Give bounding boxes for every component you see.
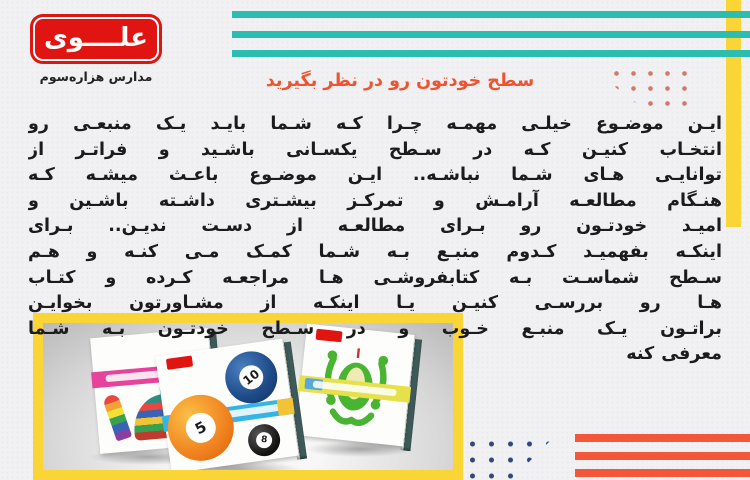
yellow-tag-icon (277, 398, 295, 416)
billiard-ball-5-icon (164, 391, 239, 466)
teal-line-2 (232, 31, 750, 38)
body-text-line: اینکـه بفهمیـد کـدوم منبـع بـه شـما کمـک مـی کنـه و هـم (28, 241, 722, 262)
body-text-line: سـطح شماسـت بـه کتابفروشـی هـا مراجعـه کـرده و کتـاب (28, 267, 722, 288)
body-text-line: ایـن موضـوع خیلـی مهمـه چـرا کـه شـما بایـد یـک منبعـی رو (28, 114, 722, 134)
body-text-line: هـا رو بررسـی کنیـن یـا اینکـه از مشـاورتون بخوایـن (28, 293, 722, 314)
alavi-logo (30, 14, 162, 64)
ball-number: 10 (234, 361, 268, 395)
body-text-line: براتـون یـک منبـع خـوب و در سـطح خودتـون بـه شـما (28, 318, 722, 339)
orange-dots-pattern (606, 64, 692, 108)
billiard-ball-8-icon (246, 422, 282, 458)
brand-tagline: مدارس هزاره‌سوم (39, 69, 153, 84)
teal-line-3 (232, 50, 750, 57)
body-text-line: معرفی کنه (626, 344, 722, 365)
alavi-logo-text: علــــوی (43, 23, 149, 53)
body-paragraph (28, 112, 722, 368)
body-text-line: توانایـی هـای شـما نباشـه.. ایـن موضـوع باعـث میشـه کـه (28, 165, 722, 186)
body-text-line: امیـد خودتـون رو بـرای مطالعـه از دسـت ندیـن.. بـرای (28, 216, 722, 237)
teal-line-1 (232, 11, 750, 18)
page-title: سطح خودتون رو در نظر بگیرید (265, 71, 535, 91)
orange-stripe-3 (575, 469, 750, 477)
body-text-line: هنـگام مطالعـه آرامـش و تمرکـز بیشـتری داشـته باشـین و (28, 190, 722, 211)
ball-number: 8 (255, 431, 273, 449)
orange-stripe-1 (575, 434, 750, 442)
orange-stripe-2 (575, 452, 750, 460)
navy-dots-pattern (461, 434, 557, 480)
ball-number: 5 (181, 408, 222, 449)
body-text-line: انتخـاب کنیـن کـه در سـطح یکسـانی باشـید و فراتـر از (28, 139, 722, 160)
striped-cone-icon (102, 393, 132, 442)
